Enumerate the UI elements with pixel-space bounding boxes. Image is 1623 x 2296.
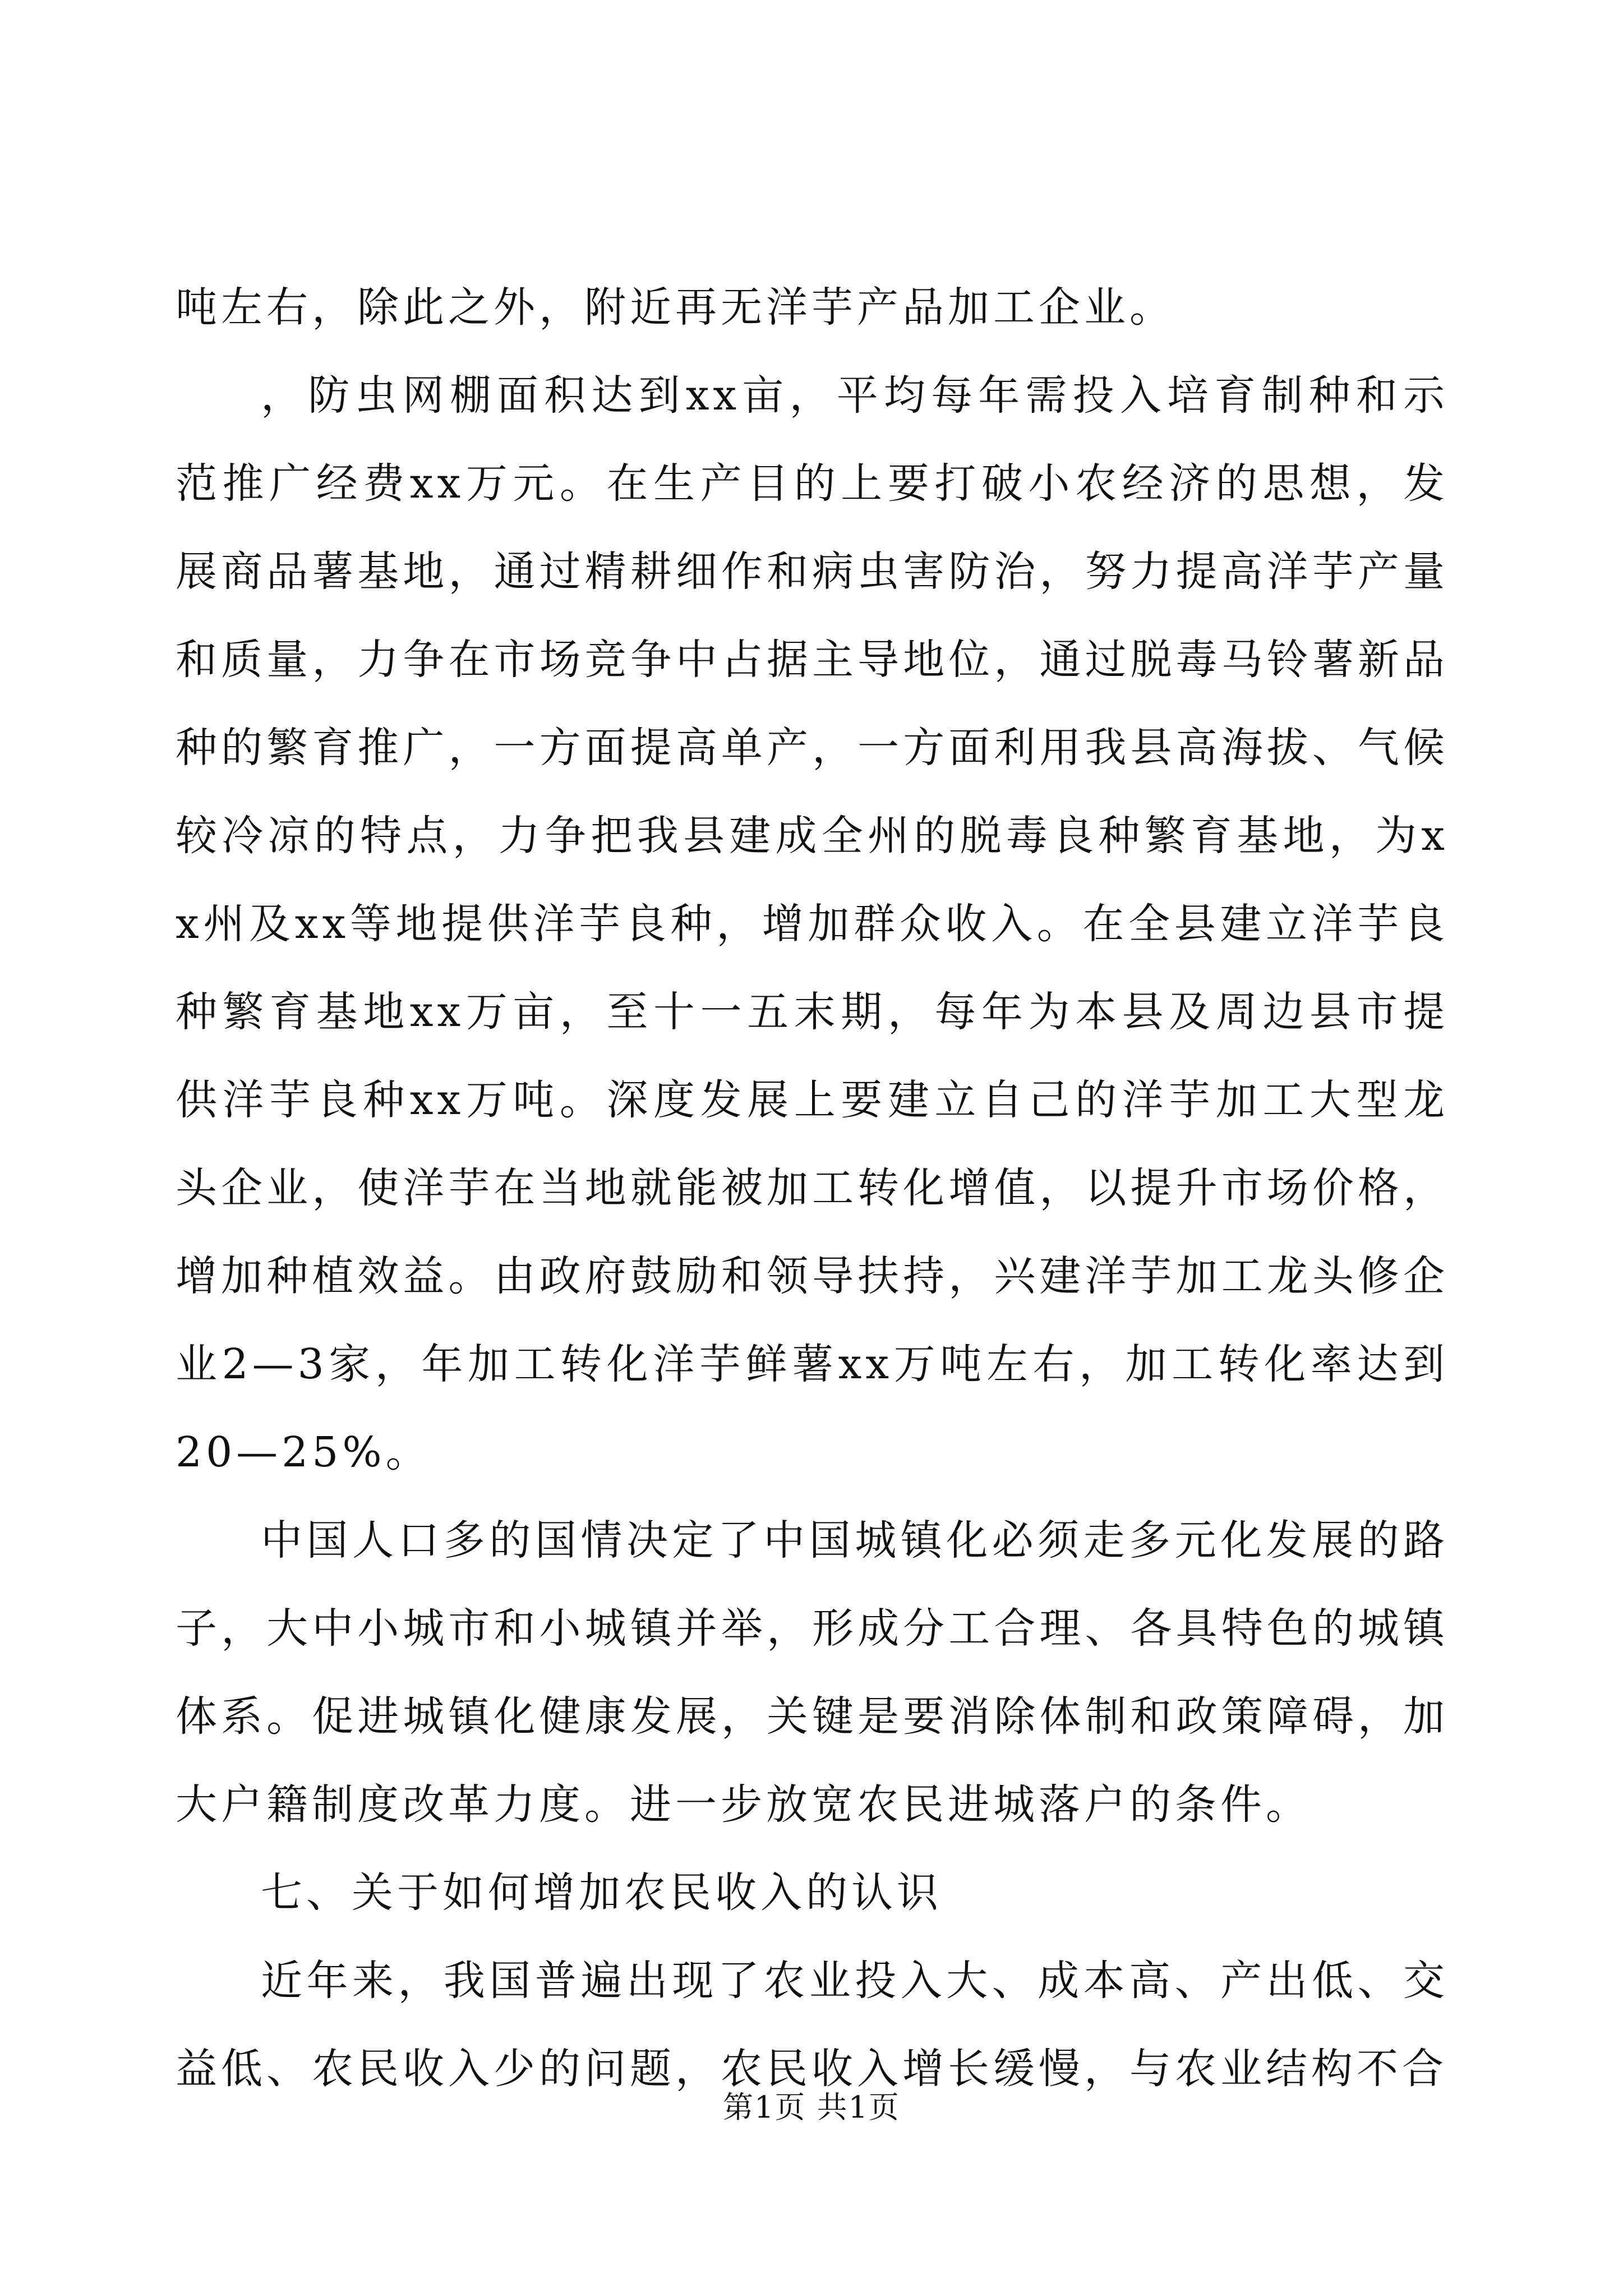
page-number-footer: 第1页 共1页	[723, 2090, 900, 2125]
paragraph-continuation: 吨左右，除此之外，附近再无洋芋产品加工企业。	[176, 283, 1175, 332]
paragraph-potato-breeding: ，防虫网棚面积达到xx亩，平均每年需投入培育制种和示范推广经费xx万元。在生产目的上要打破小农经济的思想，发展商品薯基地，通过精耕细作和病虫害防治，努力提高洋芋产量和质量，力争在市场竞争中占据主导地位，通过脱毒马铃薯新品种的繁育推广，一方面提高单产，一方面利用我县高海拔、气候较冷凉的特点，力争把我县建成全州的脱毒良种繁育基地，为xx州及xx等地提供洋芋良种，增加群众收入。在全县建立洋芋良种繁育基地xx万亩，至十一五末期，每年为本县及周边县市提供洋芋良种xx万吨。深度发展上要建立自己的洋芋加工大型龙头企业，使洋芋在当地就能被加工转化增值，以提升市场价格，增加种植效益。由政府鼓励和领导扶持，兴建洋芋加工龙头修企业2—3家，年加工转化洋芋鲜薯xx万吨左右，加工转化率达到20—25%。	[176, 371, 1449, 1476]
document-body	[176, 264, 1449, 2113]
paragraph-farmer-income: 近年来，我国普遍出现了农业投入大、成本高、产出低、交益低、农民收入少的问题，农民收入增长缓慢，与农业结构不合	[176, 1957, 1449, 2093]
paragraph-urbanization: 中国人口多的国情决定了中国城镇化必须走多元化发展的路子，大中小城市和小城镇并举，形成分工合理、各具特色的城镇体系。促进城镇化健康发展，关键是要消除体制和政策障碍，加大户籍制度改革力度。进一步放宽农民进城落户的条件。	[176, 1516, 1449, 1829]
section-heading: 七、关于如何增加农民收入的认识	[261, 1869, 942, 1917]
